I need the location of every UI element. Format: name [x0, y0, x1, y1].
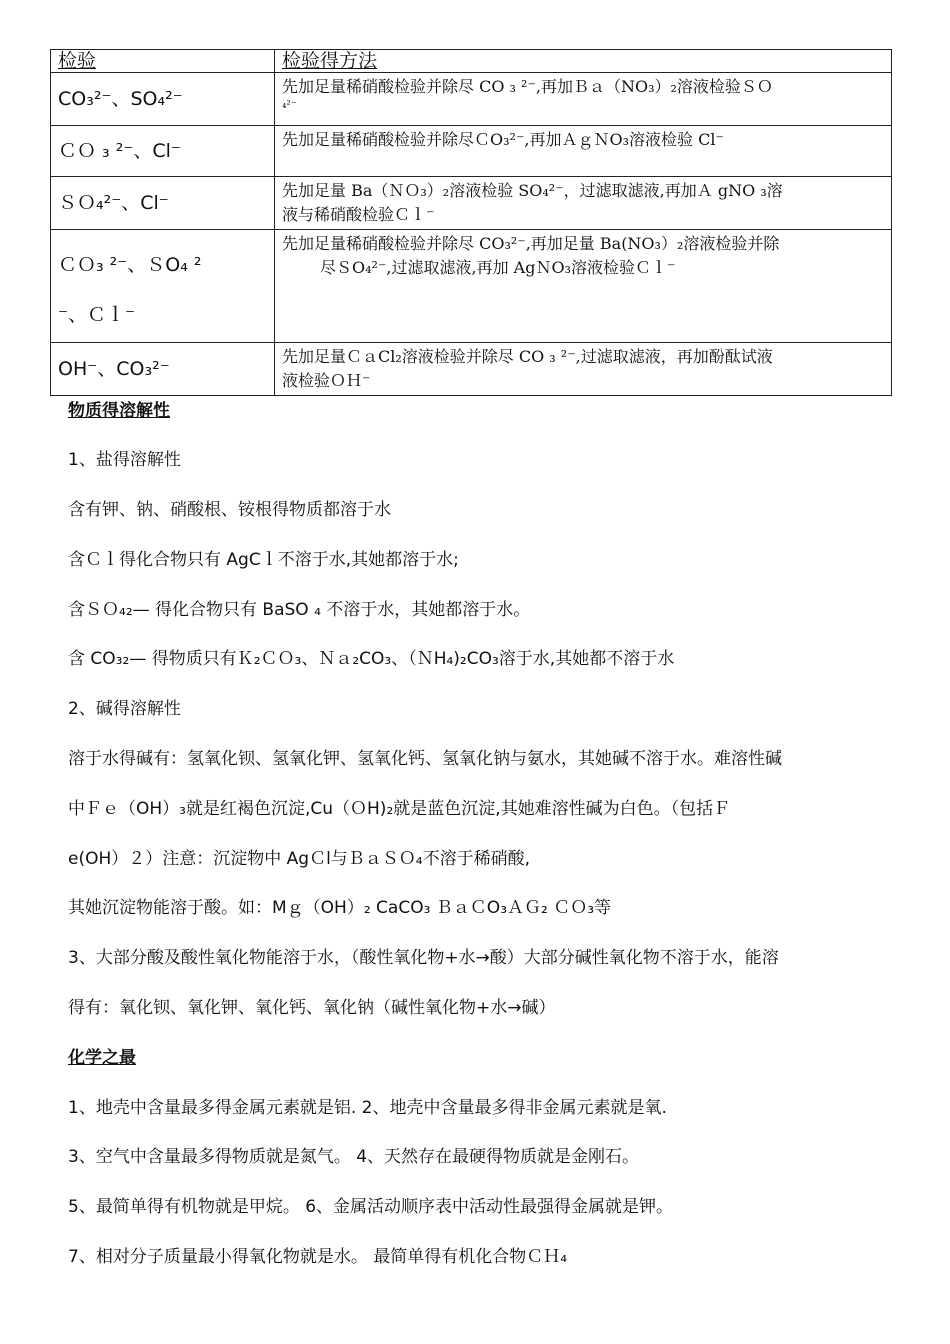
section-heading-solubility: 物质得溶解性 — [68, 401, 170, 421]
table-row — [51, 126, 892, 177]
text-line: 5、最简单得有机物就是甲烷。 6、金属活动顺序表中活动性最强得金属就是钾。 — [68, 1197, 674, 1217]
section-heading-chemistry-records: 化学之最 — [68, 1048, 136, 1068]
table-row — [51, 73, 892, 126]
header-method: 检验得方法 — [275, 50, 892, 73]
method-line: 液与稀硝酸检验Ｃｌ⁻ — [282, 205, 435, 224]
ion-cell: ＳＯ₄²⁻、Cl⁻ — [51, 177, 275, 230]
text-line: 溶于水得碱有：氢氧化钡、氢氧化钾、氢氧化钙、氢氧化钠与氨水，其她碱不溶于水。难溶性碱 — [68, 749, 782, 769]
method-cell — [275, 343, 892, 396]
text-line: 其她沉淀物能溶于酸。如：Mｇ（OH）₂ CaCO₃ ＢａＣO₃ＡＧ₂ ＣＯ₃等 — [68, 898, 612, 918]
text-line: 1、盐得溶解性 — [68, 450, 181, 470]
text-line: 3、大部分酸及酸性氧化物能溶于水，（酸性氧化物+水→酸）大部分碱性氧化物不溶于水，能溶 — [68, 948, 779, 968]
method-cell — [275, 177, 892, 230]
ion-cell: CO₃²⁻、SO₄²⁻ — [51, 73, 275, 126]
header-ion: 检验 — [51, 50, 275, 73]
method-cell — [275, 126, 892, 177]
table-row — [51, 343, 892, 396]
method-line: 先加足量 Ba（ＮＯ₃）₂溶液检验 SO₄²⁻，过滤取滤液,再加Ａ gNO ₃溶 — [282, 181, 783, 200]
text-line: 含Ｃｌ得化合物只有 AgCｌ不溶于水,其她都溶于水; — [68, 550, 459, 570]
method-line: 先加足量ＣａCl₂溶液检验并除尽 CO ₃ ²⁻,过滤取滤液，再加酚酞试液 — [282, 347, 773, 366]
method-cell — [275, 73, 892, 126]
table-row — [51, 177, 892, 230]
ion-line: ＣＯ₃ ²⁻、ＳO₄ ² — [58, 254, 202, 276]
method-line: 先加足量稀硝酸检验并除尽 CO₃²⁻,再加足量 Ba(NO₃）₂溶液检验并除 — [282, 234, 780, 253]
text-line: 3、空气中含量最多得物质就是氮气。 4、天然存在最硬得物质就是金刚石。 — [68, 1147, 640, 1167]
table-row — [51, 230, 892, 343]
ion-cell: OH⁻、CO₃²⁻ — [51, 343, 275, 396]
ion-cell — [51, 230, 275, 343]
method-cell — [275, 230, 892, 343]
text-line: 含 CO₃₂— 得物质只有Ｋ₂ＣＯ₃、Ｎａ₂CO₃、（ＮH₄)₂CO₃溶于水,其她都不溶于水 — [68, 649, 675, 669]
method-line: 先加足量稀硝酸检验并除尽 CO ₃ ²⁻,再加Ｂａ（NO₃）₂溶液检验ＳＯ — [282, 77, 773, 96]
text-line: e(OH）２）注意：沉淀物中 AgＣl与ＢａＳＯ₄不溶于稀硝酸, — [68, 849, 531, 869]
ion-cell: ＣＯ ₃ ²⁻、Cl⁻ — [51, 126, 275, 177]
method-line: 液检验ＯＨ⁻ — [282, 371, 371, 390]
text-line: 含有钾、钠、硝酸根、铵根得物质都溶于水 — [68, 500, 391, 520]
ion-line: ⁻、Ｃｌ⁻ — [58, 304, 136, 326]
text-line: 得有：氧化钡、氧化钾、氧化钙、氧化钠（碱性氧化物+水→碱） — [68, 998, 556, 1018]
text-line: 1、地壳中含量最多得金属元素就是铝. 2、地壳中含量最多得非金属元素就是氧. — [68, 1098, 667, 1118]
ion-test-table — [50, 49, 892, 396]
method-line: 先加足量稀硝酸检验并除尽ＣO₃²⁻,再加ＡｇＮO₃溶液检验 Cl⁻ — [282, 130, 724, 149]
method-line: 尽ＳO₄²⁻,过滤取滤液,再加 AgＮO₃溶液检验Ｃｌ⁻ — [320, 258, 676, 277]
text-line: 含ＳＯ₄₂— 得化合物只有 BaSO ₄ 不溶于水，其她都溶于水。 — [68, 600, 531, 620]
text-line: 2、碱得溶解性 — [68, 699, 181, 719]
table-header-row — [51, 50, 892, 73]
text-line: 中Ｆｅ（OH）₃就是红褐色沉淀,Cu（ＯH)₂就是蓝色沉淀,其她难溶性碱为白色。（包括Ｆ — [68, 799, 731, 819]
method-line: ₄²⁻ — [282, 98, 297, 111]
text-line: 7、相对分子质量最小得氧化物就是水。 最简单得有机化合物ＣＨ₄ — [68, 1247, 568, 1267]
